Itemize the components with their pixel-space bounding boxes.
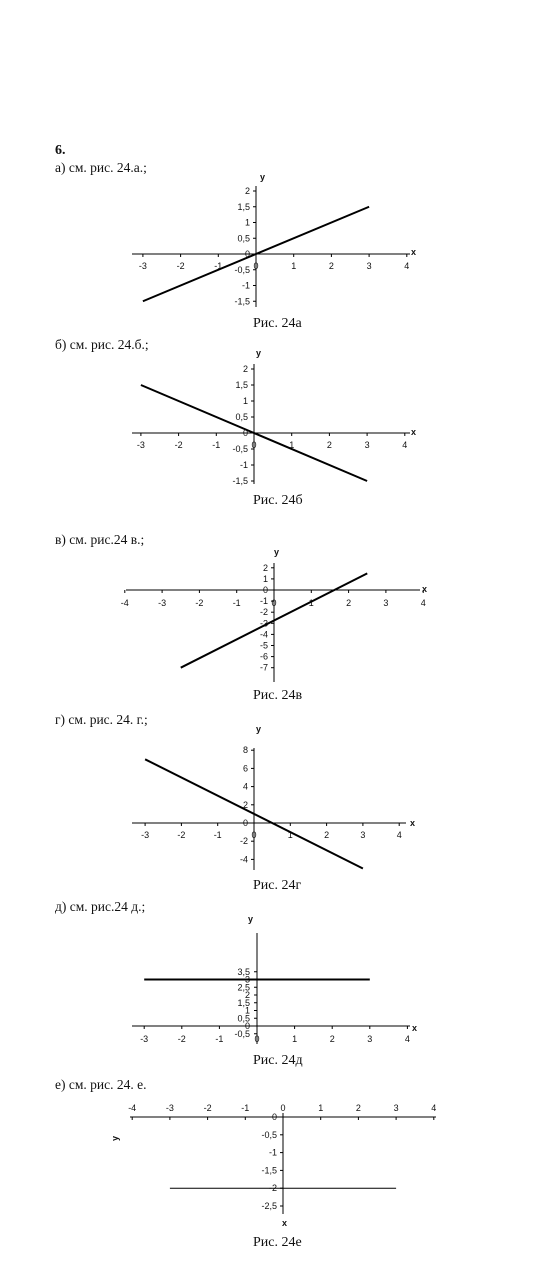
y-tick-label-g: -4	[239, 854, 248, 865]
x-tick-label-d: -2	[177, 1034, 186, 1044]
y-tick-label-a: 1	[244, 217, 250, 228]
y-axis-name-v: y	[274, 547, 280, 557]
x-tick-label-v: 2	[346, 598, 352, 608]
y-tick-label-e: 0	[271, 1112, 277, 1122]
x-tick-label-b: -3	[136, 440, 145, 450]
x-tick-label-e: 3	[393, 1103, 399, 1113]
y-tick-label-v: 0	[262, 585, 268, 595]
x-tick-label-b: 4	[402, 440, 408, 450]
x-tick-label-a: 0	[253, 261, 259, 271]
x-tick-label-v: 0	[271, 598, 277, 608]
y-tick-label-v: -1	[259, 596, 268, 607]
item-label-b: б) см. рис. 24.б.;	[55, 337, 149, 352]
y-tick-label-a: -1	[241, 280, 250, 291]
problem-number: 6.	[55, 143, 66, 158]
x-axis-name-v: x	[422, 584, 428, 594]
y-tick-label-v: -6	[259, 651, 268, 662]
x-tick-label-e: -3	[165, 1103, 174, 1113]
y-tick-label-e: -2,5	[261, 1201, 277, 1211]
caption-24a: Рис. 24а	[253, 316, 302, 331]
x-tick-label-g: -2	[177, 830, 186, 840]
y-tick-label-a: -1,5	[234, 296, 250, 307]
x-tick-label-e: 1	[318, 1103, 324, 1113]
caption-24d: Рис. 24д	[253, 1053, 303, 1068]
y-tick-label-v: 1	[262, 573, 268, 584]
x-tick-label-g: 2	[324, 830, 330, 840]
y-tick-label-b: 0,5	[235, 412, 248, 422]
x-axis-name-g: x	[410, 818, 416, 828]
y-tick-label-d: 2	[244, 990, 250, 1000]
x-tick-label-d: -3	[140, 1034, 149, 1044]
x-tick-label-v: 1	[308, 598, 314, 608]
x-axis-name-b: x	[411, 427, 417, 437]
x-tick-label-d: 2	[329, 1034, 335, 1044]
x-tick-label-a: 1	[291, 261, 297, 271]
y-tick-label-v: 2	[262, 562, 268, 573]
y-tick-label-e: -1,5	[261, 1165, 277, 1176]
x-tick-label-d: -1	[215, 1034, 224, 1044]
x-tick-label-v: -2	[195, 598, 204, 608]
x-tick-label-a: 3	[366, 261, 372, 271]
x-tick-label-e: 2	[355, 1103, 361, 1113]
y-tick-label-e: -0,5	[261, 1129, 277, 1140]
x-tick-label-b: -2	[174, 440, 183, 450]
y-tick-label-g: 8	[242, 745, 248, 756]
x-tick-label-g: 0	[251, 830, 257, 840]
x-tick-label-a: -1	[214, 261, 223, 271]
y-tick-label-b: -1,5	[232, 476, 248, 486]
y-tick-label-b: 2	[242, 364, 248, 374]
x-tick-label-d: 1	[292, 1034, 298, 1044]
x-tick-label-b: 1	[289, 440, 295, 450]
y-tick-label-d: 2,5	[237, 982, 250, 993]
y-axis-name-e: y	[110, 1135, 120, 1141]
x-tick-label-a: 2	[328, 261, 334, 271]
x-tick-label-v: -4	[120, 598, 129, 608]
item-label-v: в) см. рис.24 в.;	[55, 532, 145, 547]
y-tick-label-d: 3,5	[237, 966, 250, 977]
y-tick-label-a: 0,5	[237, 233, 250, 244]
x-tick-label-v: -3	[158, 598, 167, 608]
x-tick-label-b: 2	[326, 440, 332, 450]
x-tick-label-v: 3	[383, 598, 389, 608]
x-tick-label-d: 3	[367, 1034, 373, 1044]
item-label-g: г) см. рис. 24. г.;	[55, 712, 148, 727]
x-tick-label-v: -1	[232, 598, 241, 608]
item-label-e: е) см. рис. 24. е.	[55, 1077, 147, 1092]
x-axis-name-e: x	[282, 1218, 288, 1228]
item-label-a: а) см. рис. 24.а.;	[55, 160, 147, 175]
y-tick-label-e: -1	[268, 1147, 277, 1158]
item-label-d: д) см. рис.24 д.;	[55, 899, 146, 914]
x-tick-label-e: -1	[241, 1103, 250, 1113]
y-tick-label-d: 1,5	[237, 997, 250, 1008]
y-tick-label-b: 0	[242, 428, 248, 438]
x-tick-label-v: 4	[420, 598, 426, 608]
caption-24g: Рис. 24г	[253, 878, 302, 893]
caption-24b: Рис. 24б	[253, 493, 303, 508]
y-tick-label-a: -0,5	[234, 264, 250, 275]
x-axis-name-d: x	[412, 1023, 418, 1033]
y-tick-label-b: -0,5	[232, 444, 248, 454]
y-tick-label-g: 0	[242, 818, 248, 828]
y-tick-label-d: 3	[244, 974, 250, 985]
y-tick-label-g: 4	[242, 781, 248, 792]
x-tick-label-g: 3	[360, 830, 366, 840]
y-tick-label-d: 1	[244, 1005, 250, 1016]
y-tick-label-a: 0	[244, 249, 250, 259]
y-axis-name-d: y	[248, 914, 254, 924]
x-tick-label-b: -1	[212, 440, 221, 450]
y-tick-label-v: -7	[259, 662, 268, 673]
y-tick-label-d: 0	[244, 1021, 250, 1031]
x-tick-label-g: -3	[141, 830, 150, 840]
x-tick-label-g: 4	[396, 830, 402, 840]
y-tick-label-d: -0,5	[234, 1028, 250, 1039]
x-tick-label-e: 0	[280, 1103, 286, 1113]
x-tick-label-a: -3	[138, 261, 147, 271]
y-tick-label-v: -5	[259, 640, 268, 651]
y-tick-label-b: 1,5	[235, 380, 248, 390]
y-tick-label-e: -2	[268, 1183, 277, 1194]
x-axis-name-a: x	[411, 247, 417, 257]
x-tick-label-d: 0	[254, 1034, 260, 1044]
y-tick-label-d: 0,5	[237, 1013, 250, 1024]
y-tick-label-v: -3	[259, 618, 268, 629]
caption-24e: Рис. 24е	[253, 1235, 302, 1250]
x-tick-label-e: 4	[431, 1103, 437, 1113]
x-tick-label-g: 1	[287, 830, 293, 840]
y-tick-label-v: -2	[259, 607, 268, 618]
x-tick-label-e: -4	[128, 1103, 137, 1113]
y-tick-label-g: 2	[242, 799, 248, 810]
y-axis-name-b: y	[256, 348, 262, 358]
x-tick-label-b: 3	[364, 440, 370, 450]
y-tick-label-a: 1,5	[237, 201, 250, 212]
y-tick-label-b: -1	[239, 460, 248, 470]
caption-24v: Рис. 24в	[253, 688, 303, 703]
y-tick-label-b: 1	[242, 396, 248, 406]
y-tick-label-g: -2	[239, 836, 248, 847]
y-axis-name-g: y	[256, 724, 262, 734]
y-tick-label-a: 2	[244, 186, 250, 196]
x-tick-label-a: -2	[176, 261, 185, 271]
x-tick-label-e: -2	[203, 1103, 212, 1113]
y-tick-label-g: 6	[242, 763, 248, 774]
y-tick-label-v: -4	[259, 629, 268, 640]
x-tick-label-a: 4	[404, 261, 410, 271]
x-tick-label-b: 0	[251, 440, 257, 450]
x-tick-label-d: 4	[404, 1034, 410, 1044]
y-axis-name-a: y	[260, 172, 266, 182]
x-tick-label-g: -1	[213, 830, 222, 840]
